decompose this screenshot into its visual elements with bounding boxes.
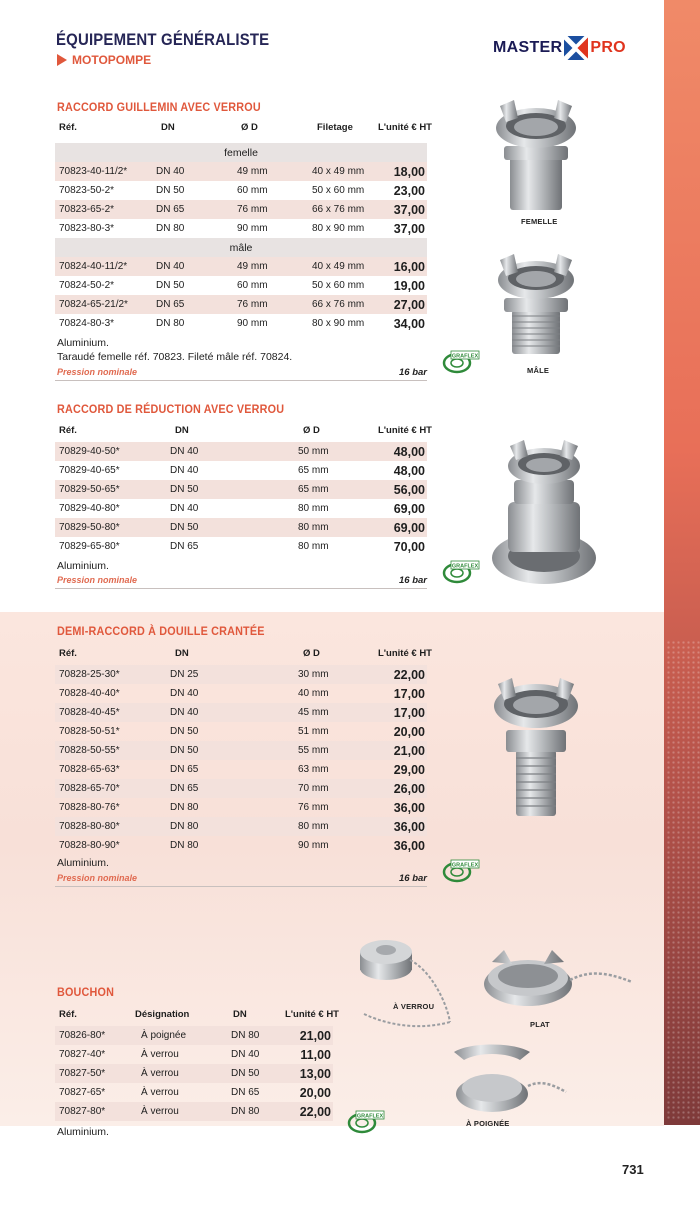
table-row	[55, 1083, 333, 1102]
badge-text: GRAFLEX	[451, 563, 479, 570]
group-row-femelle	[55, 143, 427, 162]
cell-price: 11,00	[300, 1047, 331, 1062]
cell-filetage: 50 x 60 mm	[312, 185, 365, 196]
table-row	[55, 1045, 333, 1064]
cell-filetage: 66 x 76 mm	[312, 204, 365, 215]
note-line: Taraudé femelle réf. 70823. Fileté mâle réf. 70824.	[57, 351, 293, 363]
cell-price: 17,00	[393, 705, 425, 720]
cell-dn: DN 80	[156, 223, 185, 234]
table-row	[55, 200, 427, 219]
divider	[55, 588, 427, 589]
cell-od: 63 mm	[298, 764, 329, 775]
cell-price: 69,00	[393, 501, 425, 516]
cell-dn: DN 40	[170, 707, 199, 718]
table-header-row	[55, 1005, 339, 1024]
table-row	[55, 817, 427, 836]
cell-od: 60 mm	[237, 280, 268, 291]
note-douille: Aluminium.	[57, 857, 109, 869]
cell-dn: DN 50	[170, 745, 199, 756]
cell-dn: DN 50	[170, 726, 199, 737]
badge-text: GRAFLEX	[356, 1113, 384, 1120]
table-header-row	[55, 421, 432, 440]
table-row	[55, 276, 427, 295]
cell-od: 65 mm	[298, 484, 329, 495]
cell-price: 34,00	[393, 316, 425, 331]
cell-dn: DN 80	[231, 1030, 260, 1041]
master-pro-logo	[493, 35, 626, 61]
col-dn: DN	[175, 425, 189, 436]
page-number: 731	[622, 1162, 644, 1177]
cell-ref: 70823-40-11/2*	[59, 166, 128, 177]
reduction-coupling-image	[484, 430, 604, 590]
table-row	[55, 442, 427, 461]
col-price: L'unité € HT	[378, 122, 432, 133]
cell-designation: À verrou	[141, 1068, 179, 1079]
table-row	[55, 1064, 333, 1083]
cell-od: 50 mm	[298, 446, 329, 457]
cell-price: 27,00	[393, 297, 425, 312]
cell-price: 16,00	[393, 259, 425, 274]
table-row	[55, 518, 427, 537]
cell-ref: 70828-50-55*	[59, 745, 120, 756]
cell-price: 36,00	[393, 838, 425, 853]
table-row	[55, 836, 427, 855]
cell-filetage: 40 x 49 mm	[312, 261, 365, 272]
table-row	[55, 162, 427, 181]
note-bouchon: Aluminium.	[57, 1126, 109, 1138]
pressure-value: 16 bar	[399, 367, 427, 378]
label-plat: PLAT	[530, 1020, 550, 1029]
table-row	[55, 257, 427, 276]
cell-dn: DN 80	[170, 802, 199, 813]
table-row	[55, 798, 427, 817]
divider	[55, 380, 427, 381]
cell-dn: DN 80	[170, 840, 199, 851]
cell-designation: À verrou	[141, 1049, 179, 1060]
cell-filetage: 66 x 76 mm	[312, 299, 365, 310]
cell-od: 45 mm	[298, 707, 329, 718]
cell-ref: 70823-80-3*	[59, 223, 115, 234]
page-subtitle	[57, 53, 151, 67]
cell-od: 76 mm	[237, 299, 268, 310]
cell-dn: DN 40	[231, 1049, 260, 1060]
cell-ref: 70828-50-51*	[59, 726, 120, 737]
cell-filetage: 50 x 60 mm	[312, 280, 365, 291]
cell-dn: DN 50	[231, 1068, 260, 1079]
col-ref: Réf.	[59, 425, 77, 436]
table-row	[55, 703, 427, 722]
table-row	[55, 219, 427, 238]
cell-dn: DN 65	[170, 783, 199, 794]
col-od: Ø D	[303, 648, 320, 659]
col-price: L'unité € HT	[378, 648, 432, 659]
cell-od: 80 mm	[298, 821, 329, 832]
cell-ref: 70823-65-2*	[59, 204, 115, 215]
cell-od: 51 mm	[298, 726, 329, 737]
cell-price: 48,00	[393, 444, 425, 459]
cell-designation: À poignée	[141, 1030, 187, 1041]
cell-ref: 70828-80-90*	[59, 840, 120, 851]
guillemin-male-image	[490, 250, 582, 356]
cell-ref: 70827-50*	[59, 1068, 106, 1079]
cell-od: 90 mm	[298, 840, 329, 851]
table-row	[55, 1102, 333, 1121]
cell-od: 70 mm	[298, 783, 329, 794]
graflex-badge-icon	[437, 556, 481, 586]
cell-price: 19,00	[393, 278, 425, 293]
table-row	[55, 722, 427, 741]
cell-ref: 70824-65-21/2*	[59, 299, 128, 310]
guillemin-femelle-image	[488, 96, 584, 214]
cell-ref: 70828-40-40*	[59, 688, 120, 699]
cell-price: 36,00	[393, 800, 425, 815]
table-row	[55, 779, 427, 798]
col-price: L'unité € HT	[285, 1009, 339, 1020]
cell-od: 80 mm	[298, 503, 329, 514]
cell-ref: 70828-80-76*	[59, 802, 120, 813]
cell-od: 60 mm	[237, 185, 268, 196]
side-dot-pattern	[666, 640, 700, 1120]
note-reduction: Aluminium.	[57, 560, 109, 572]
cell-price: 22,00	[393, 667, 425, 682]
cell-price: 17,00	[393, 686, 425, 701]
cell-price: 20,00	[393, 724, 425, 739]
cell-price: 37,00	[393, 221, 425, 236]
section-title-guillemin: RACCORD GUILLEMIN AVEC VERROU	[57, 100, 261, 114]
cell-filetage: 80 x 90 mm	[312, 318, 365, 329]
table-row	[55, 537, 427, 556]
cell-dn: DN 40	[170, 465, 199, 476]
cell-price: 22,00	[299, 1104, 331, 1119]
group-row-male	[55, 238, 427, 257]
cell-dn: DN 65	[170, 541, 199, 552]
cell-ref: 70828-25-30*	[59, 669, 120, 680]
col-ref: Réf.	[59, 122, 77, 133]
col-od: Ø D	[241, 122, 258, 133]
table-row	[55, 741, 427, 760]
table-row	[55, 480, 427, 499]
cell-ref: 70829-40-80*	[59, 503, 120, 514]
divider	[55, 886, 427, 887]
cell-ref: 70829-50-80*	[59, 522, 120, 533]
cell-ref: 70828-65-70*	[59, 783, 120, 794]
table-row	[55, 295, 427, 314]
cell-od: 49 mm	[237, 166, 268, 177]
cell-ref: 70824-80-3*	[59, 318, 115, 329]
pressure-label: Pression nominale	[57, 367, 138, 377]
page-title: ÉQUIPEMENT GÉNÉRALISTE	[56, 30, 270, 49]
cell-od: 90 mm	[237, 318, 268, 329]
table-row	[55, 499, 427, 518]
col-dn: DN	[161, 122, 175, 133]
cell-dn: DN 50	[170, 522, 199, 533]
cell-price: 21,00	[299, 1028, 331, 1043]
col-od: Ø D	[303, 425, 320, 436]
pressure-label: Pression nominale	[57, 873, 138, 883]
cell-dn: DN 80	[156, 318, 185, 329]
cell-dn: DN 40	[156, 166, 185, 177]
table-row	[55, 684, 427, 703]
cell-od: 65 mm	[298, 465, 329, 476]
cell-od: 80 mm	[298, 522, 329, 533]
note-line: Aluminium.	[57, 337, 109, 349]
douille-coupling-image	[486, 672, 586, 820]
col-ref: Réf.	[59, 648, 77, 659]
table-row	[55, 314, 427, 333]
label-male: MÂLE	[527, 366, 550, 375]
cell-dn: DN 40	[170, 503, 199, 514]
section-title-bouchon: BOUCHON	[57, 985, 115, 999]
cell-ref: 70828-40-45*	[59, 707, 120, 718]
cell-price: 26,00	[393, 781, 425, 796]
cell-ref: 70824-40-11/2*	[59, 261, 128, 272]
cell-price: 69,00	[393, 520, 425, 535]
cell-od: 40 mm	[298, 688, 329, 699]
cell-dn: DN 50	[170, 484, 199, 495]
col-filetage: Filetage	[317, 122, 353, 133]
cell-dn: DN 65	[156, 204, 185, 215]
col-dn: DN	[233, 1009, 247, 1020]
group-label: femelle	[224, 146, 258, 159]
col-dn: DN	[175, 648, 189, 659]
pressure-label: Pression nominale	[57, 575, 138, 585]
badge-text: GRAFLEX	[451, 353, 479, 360]
graflex-badge-icon	[342, 1106, 386, 1136]
cell-ref: 70829-40-65*	[59, 465, 120, 476]
bouchon-poignee-image	[440, 1040, 570, 1116]
cell-price: 37,00	[393, 202, 425, 217]
cell-od: 30 mm	[298, 669, 329, 680]
cell-ref: 70824-50-2*	[59, 280, 115, 291]
badge-text: GRAFLEX	[451, 862, 479, 869]
subtitle-text: MOTOPOMPE	[72, 53, 152, 67]
graflex-badge-icon	[437, 346, 481, 376]
cell-price: 21,00	[393, 743, 425, 758]
cell-price: 48,00	[393, 463, 425, 478]
label-poignee: À POIGNÉE	[466, 1119, 510, 1128]
cell-dn: DN 50	[156, 185, 185, 196]
logo-star-icon	[563, 35, 589, 61]
cell-od: 49 mm	[237, 261, 268, 272]
col-ref: Réf.	[59, 1009, 77, 1020]
cell-dn: DN 65	[170, 764, 199, 775]
cell-dn: DN 50	[156, 280, 185, 291]
cell-od: 80 mm	[298, 541, 329, 552]
table-header-row	[55, 644, 432, 663]
table-header-row	[55, 118, 432, 137]
graflex-badge-icon	[437, 855, 481, 885]
cell-designation: À verrou	[141, 1106, 179, 1117]
cell-ref: 70829-50-65*	[59, 484, 120, 495]
label-verrou: À VERROU	[393, 1002, 435, 1011]
cell-dn: DN 65	[231, 1087, 260, 1098]
pressure-value: 16 bar	[399, 873, 427, 884]
cell-price: 20,00	[299, 1085, 331, 1100]
cell-ref: 70828-65-63*	[59, 764, 120, 775]
bouchon-verrou-image	[350, 930, 460, 1038]
cell-dn: DN 40	[170, 446, 199, 457]
cell-ref: 70827-40*	[59, 1049, 106, 1060]
cell-price: 13,00	[299, 1066, 331, 1081]
section-title-douille: DEMI-RACCORD À DOUILLE CRANTÉE	[57, 624, 265, 638]
note-guillemin	[57, 336, 292, 364]
col-designation: Désignation	[135, 1009, 190, 1020]
cell-filetage: 80 x 90 mm	[312, 223, 365, 234]
cell-ref: 70827-65*	[59, 1087, 106, 1098]
cell-od: 90 mm	[237, 223, 268, 234]
cell-designation: À verrou	[141, 1087, 179, 1098]
table-row	[55, 181, 427, 200]
cell-od: 76 mm	[298, 802, 329, 813]
label-femelle: FEMELLE	[521, 217, 558, 226]
cell-od: 76 mm	[237, 204, 268, 215]
cell-ref: 70829-65-80*	[59, 541, 120, 552]
cell-filetage: 40 x 49 mm	[312, 166, 365, 177]
cell-ref: 70827-80*	[59, 1106, 106, 1117]
table-row	[55, 461, 427, 480]
bouchon-plat-image	[482, 942, 638, 1016]
cell-price: 36,00	[393, 819, 425, 834]
table-row	[55, 665, 427, 684]
cell-dn: DN 80	[231, 1106, 260, 1117]
cell-dn: DN 40	[156, 261, 185, 272]
triangle-bullet-icon	[57, 54, 67, 66]
col-price: L'unité € HT	[378, 425, 432, 436]
cell-dn: DN 40	[170, 688, 199, 699]
cell-price: 56,00	[393, 482, 425, 497]
cell-ref: 70823-50-2*	[59, 185, 115, 196]
cell-ref: 70828-80-80*	[59, 821, 120, 832]
cell-price: 23,00	[393, 183, 425, 198]
cell-dn: DN 80	[170, 821, 199, 832]
table-row	[55, 760, 427, 779]
cell-price: 18,00	[393, 164, 425, 179]
pressure-value: 16 bar	[399, 575, 427, 586]
cell-dn: DN 65	[156, 299, 185, 310]
logo-pro-text: PRO	[590, 39, 626, 56]
cell-price: 29,00	[393, 762, 425, 777]
cell-od: 55 mm	[298, 745, 329, 756]
cell-price: 70,00	[393, 539, 425, 554]
cell-ref: 70829-40-50*	[59, 446, 120, 457]
cell-dn: DN 25	[170, 669, 199, 680]
table-row	[55, 1026, 333, 1045]
section-title-reduction: RACCORD DE RÉDUCTION AVEC VERROU	[57, 402, 285, 416]
cell-ref: 70826-80*	[59, 1030, 106, 1041]
group-label: mâle	[229, 241, 253, 254]
logo-master-text: MASTER	[493, 39, 563, 56]
